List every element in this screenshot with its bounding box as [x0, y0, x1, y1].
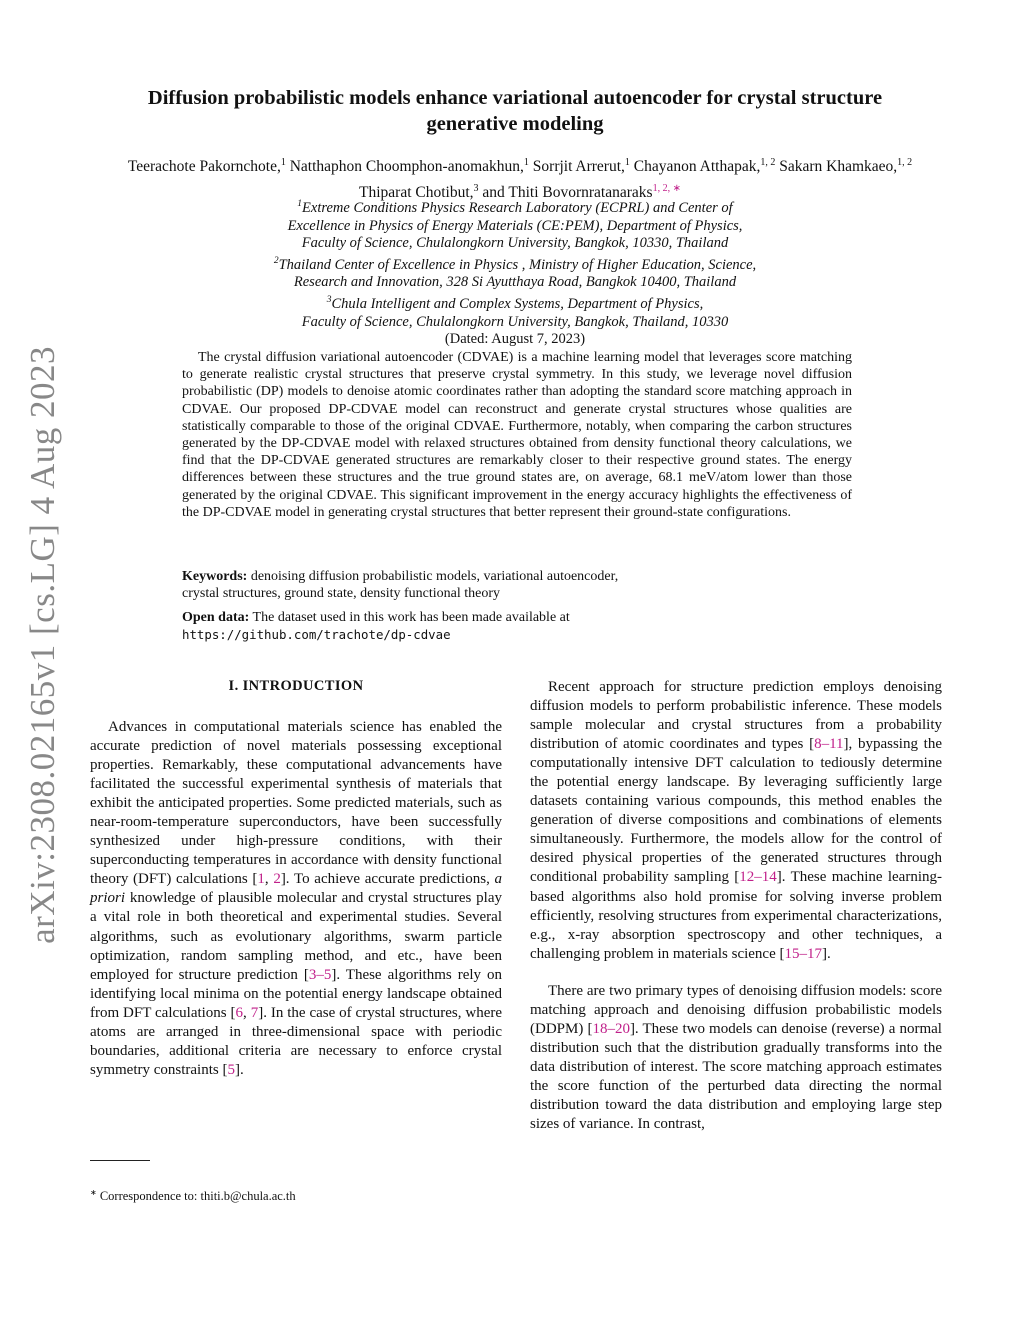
footnote-mark: ∗	[90, 1188, 97, 1197]
citation-link[interactable]: 8–11	[814, 736, 844, 753]
keywords-text: crystal structures, ground state, density functional theory	[182, 586, 501, 602]
text-run: knowledge of plausible molecular and crystal structures play a vital role in both theoretical and experimental studies. Several algorithms, such as evolutionary algorithms, swarm particle optimization, random sampling method, and etc., have been employed for structure prediction [	[90, 890, 502, 983]
abstract: The crystal diffusion variational autoencoder (CDVAE) is a machine learning model that leverages score matching to generate realistic crystal structures that preserve crystal symmetry. In this study, we leverage novel diffusion probabilistic (DP) models to denoise atomic coordinates rather than adopting the standard score matching approach in CDVAE. Our proposed DP-CDVAE model can reconstruct and generate crystal structures whose qualities are statistically comparable to those of the original CDVAE. Furthermore, notably, when comparing the carbon structures generated by the DP-CDVAE model with relaxed structures obtained from density functional theory calculations, we find that the DP-CDVAE generated structures are remarkably closer to their respective ground states. The energy differences between these structures and the true ground states are, on average, 68.1 meV/atom lower than those generated by the original CDVAE. This significant improvement in the energy accuracy highlights the effectiveness of the DP-CDVAE model in generating crystal structures that better represent their ground-state configurations.	[182, 350, 852, 520]
affiliation-mark: 1	[297, 199, 303, 209]
author-affiliation-mark: 3	[473, 183, 479, 195]
text-run: ]. These two models can denoise (reverse) a normal distribution such that the distribution gradually transforms into the data distribution of interest. The score matching approach estimates the score function of the perturbed data directing the normal distribution toward the data distribution and employing large step sizes of variance. In contrast,	[530, 1020, 942, 1133]
citation-link[interactable]: 7	[250, 1004, 259, 1021]
footnote	[90, 1188, 502, 1204]
text-run: ].	[234, 1061, 244, 1078]
author-name: Chayanon Atthapak,	[633, 158, 761, 176]
citation-link[interactable]: 15–17	[784, 945, 822, 962]
author-affiliation-mark: 1	[280, 157, 286, 168]
affiliations	[120, 196, 910, 349]
citation-link[interactable]: 6	[235, 1004, 244, 1021]
text-run: ].	[822, 945, 831, 962]
arxiv-sidebar-stamp	[14, 346, 72, 944]
keywords-text: denoising diffusion probabilistic models, variational autoencoder,	[250, 569, 619, 584]
date-line: (Dated: August 7, 2023)	[444, 331, 586, 348]
citation-link[interactable]: 3–5	[308, 966, 332, 983]
text-run: ]. To achieve accurate predictions,	[280, 871, 495, 888]
intro-right-column	[530, 678, 942, 1134]
keywords-label: Keywords:	[182, 569, 248, 584]
author-name: Sorrjit Arrerut,	[532, 158, 625, 176]
text-run: ]. In the case of crystal structures, where atoms are arranged in three-dimensional space with periodic boundaries, additional criteria are necessary to enforce crystal symmetry constraints [	[90, 1004, 503, 1078]
affiliation-line: Extreme Conditions Physics Research Laboratory (ECPRL) and Center of	[302, 199, 733, 216]
text-run: There are two primary types of denoising diffusion models: score matching approach and denoising diffusion probabilistic models (DDPM) [	[530, 982, 942, 1037]
affiliation-line: Faculty of Science, Chulalongkorn University, Bangkok, 10330, Thailand	[301, 235, 729, 252]
affiliation-line: Research and Innovation, 328 Si Ayutthaya Road, Bangkok 10400, Thailand	[293, 274, 737, 291]
text-run: ]. These machine learning-based algorithms also hold promise for solving inverse problem efficiently, resolving structures from experimental characterizations, e.g., x-ray absorption spectroscopy and other techniques, a challenging problem in materials science [	[530, 869, 942, 962]
arxiv-identifier: arXiv:2308.02165v1 [cs.LG] 4 Aug 2023	[23, 346, 62, 944]
author-name: Teerachote Pakornchote,	[127, 158, 281, 176]
emphasis-text: a priori	[90, 871, 503, 907]
citation-link[interactable]: 12–14	[739, 869, 777, 886]
keywords	[182, 568, 852, 603]
author-name: Thiparat Chotibut,	[359, 184, 474, 202]
footnote-text: Correspondence to: thiti.b@chula.ac.th	[99, 1189, 296, 1204]
author-name: and Thiti Bovornratanaraks	[482, 184, 653, 202]
text-run: ], bypassing the computationally intensive DFT calculation to tediously determine the potential energy landscape. By leveraging sufficiently large datasets containing various compounds, this method enables the generation of diverse compositions and combinations of elements simultaneously. Furthermore, the models allow for the control of desired physical properties of the generated structures through conditional probability sampling [	[530, 736, 942, 886]
open-data-label: Open data:	[182, 610, 250, 625]
author-affiliation-mark[interactable]: 1, 2, ∗	[652, 183, 681, 195]
text-run: Recent approach for structure prediction employs denoising diffusion models to perform probabilistic inference. These models sample molecular and crystal structures from a probability distribution of atomic coordinates and types [	[530, 679, 942, 753]
author-name: Sakarn Khamkaeo,	[779, 158, 898, 176]
open-data-text: The dataset used in this work has been made available at	[252, 610, 570, 625]
author-affiliation-mark: 1, 2	[897, 157, 913, 168]
author-affiliation-mark: 1	[624, 157, 630, 168]
affiliation-line: Chula Intelligent and Complex Systems, Department of Physics,	[331, 296, 704, 312]
intro-paragraph	[530, 678, 942, 964]
author-name: Natthaphon Choomphon-anomakhun,	[289, 158, 524, 176]
author-affiliation-mark: 1, 2	[760, 157, 776, 168]
affiliation-line: Faculty of Science, Chulalongkorn University, Bangkok, Thailand, 10330	[301, 313, 729, 330]
text-run: ,	[264, 871, 274, 888]
affiliation-mark: 2	[273, 255, 279, 266]
citation-link[interactable]: 18–20	[592, 1020, 630, 1037]
title-line-1: Diffusion probabilistic models enhance variational autoencoder for crystal structure	[147, 87, 883, 109]
intro-paragraph	[530, 982, 942, 1134]
affiliation-mark: 3	[326, 295, 332, 306]
section-heading: I. INTRODUCTION	[228, 678, 364, 694]
affiliation-line: Thailand Center of Excellence in Physics , Ministry of Higher Education, Science,	[278, 256, 757, 273]
citation-link[interactable]: 1	[257, 871, 265, 888]
paper-title	[95, 85, 935, 137]
affiliation-line: Excellence in Physics of Energy Materials (CE:PEM), Department of Physics,	[287, 217, 743, 234]
text-run: ,	[243, 1004, 251, 1021]
author-affiliation-mark: 1	[523, 157, 529, 168]
dataset-link[interactable]: https://github.com/trachote/dp-cdvae	[182, 627, 451, 643]
title-line-2: generative modeling	[426, 113, 604, 135]
text-run: ]. These algorithms rely on identifying local minima on the potential energy landscape obtained from DFT calculations [	[90, 966, 502, 1021]
text-run: Advances in computational materials science has enabled the accurate prediction of novel materials possessing exceptional properties. Remarkably, these computational advancements have facilitated the successful experimental synthesis of materials that exhibit the anticipated properties. Some predicted materials, such as near-room-temperature superconductors, have been successfully synthesized under high-pressure conditions, with their superconducting temperatures in accordance with density functional theory (DFT) calculations [	[90, 719, 502, 888]
intro-left-column	[90, 718, 502, 1080]
citation-link[interactable]: 5	[227, 1061, 235, 1078]
intro-paragraph	[90, 718, 502, 1080]
footnote-rule	[90, 1160, 150, 1161]
open-data	[182, 609, 852, 645]
citation-link[interactable]: 2	[273, 871, 281, 888]
